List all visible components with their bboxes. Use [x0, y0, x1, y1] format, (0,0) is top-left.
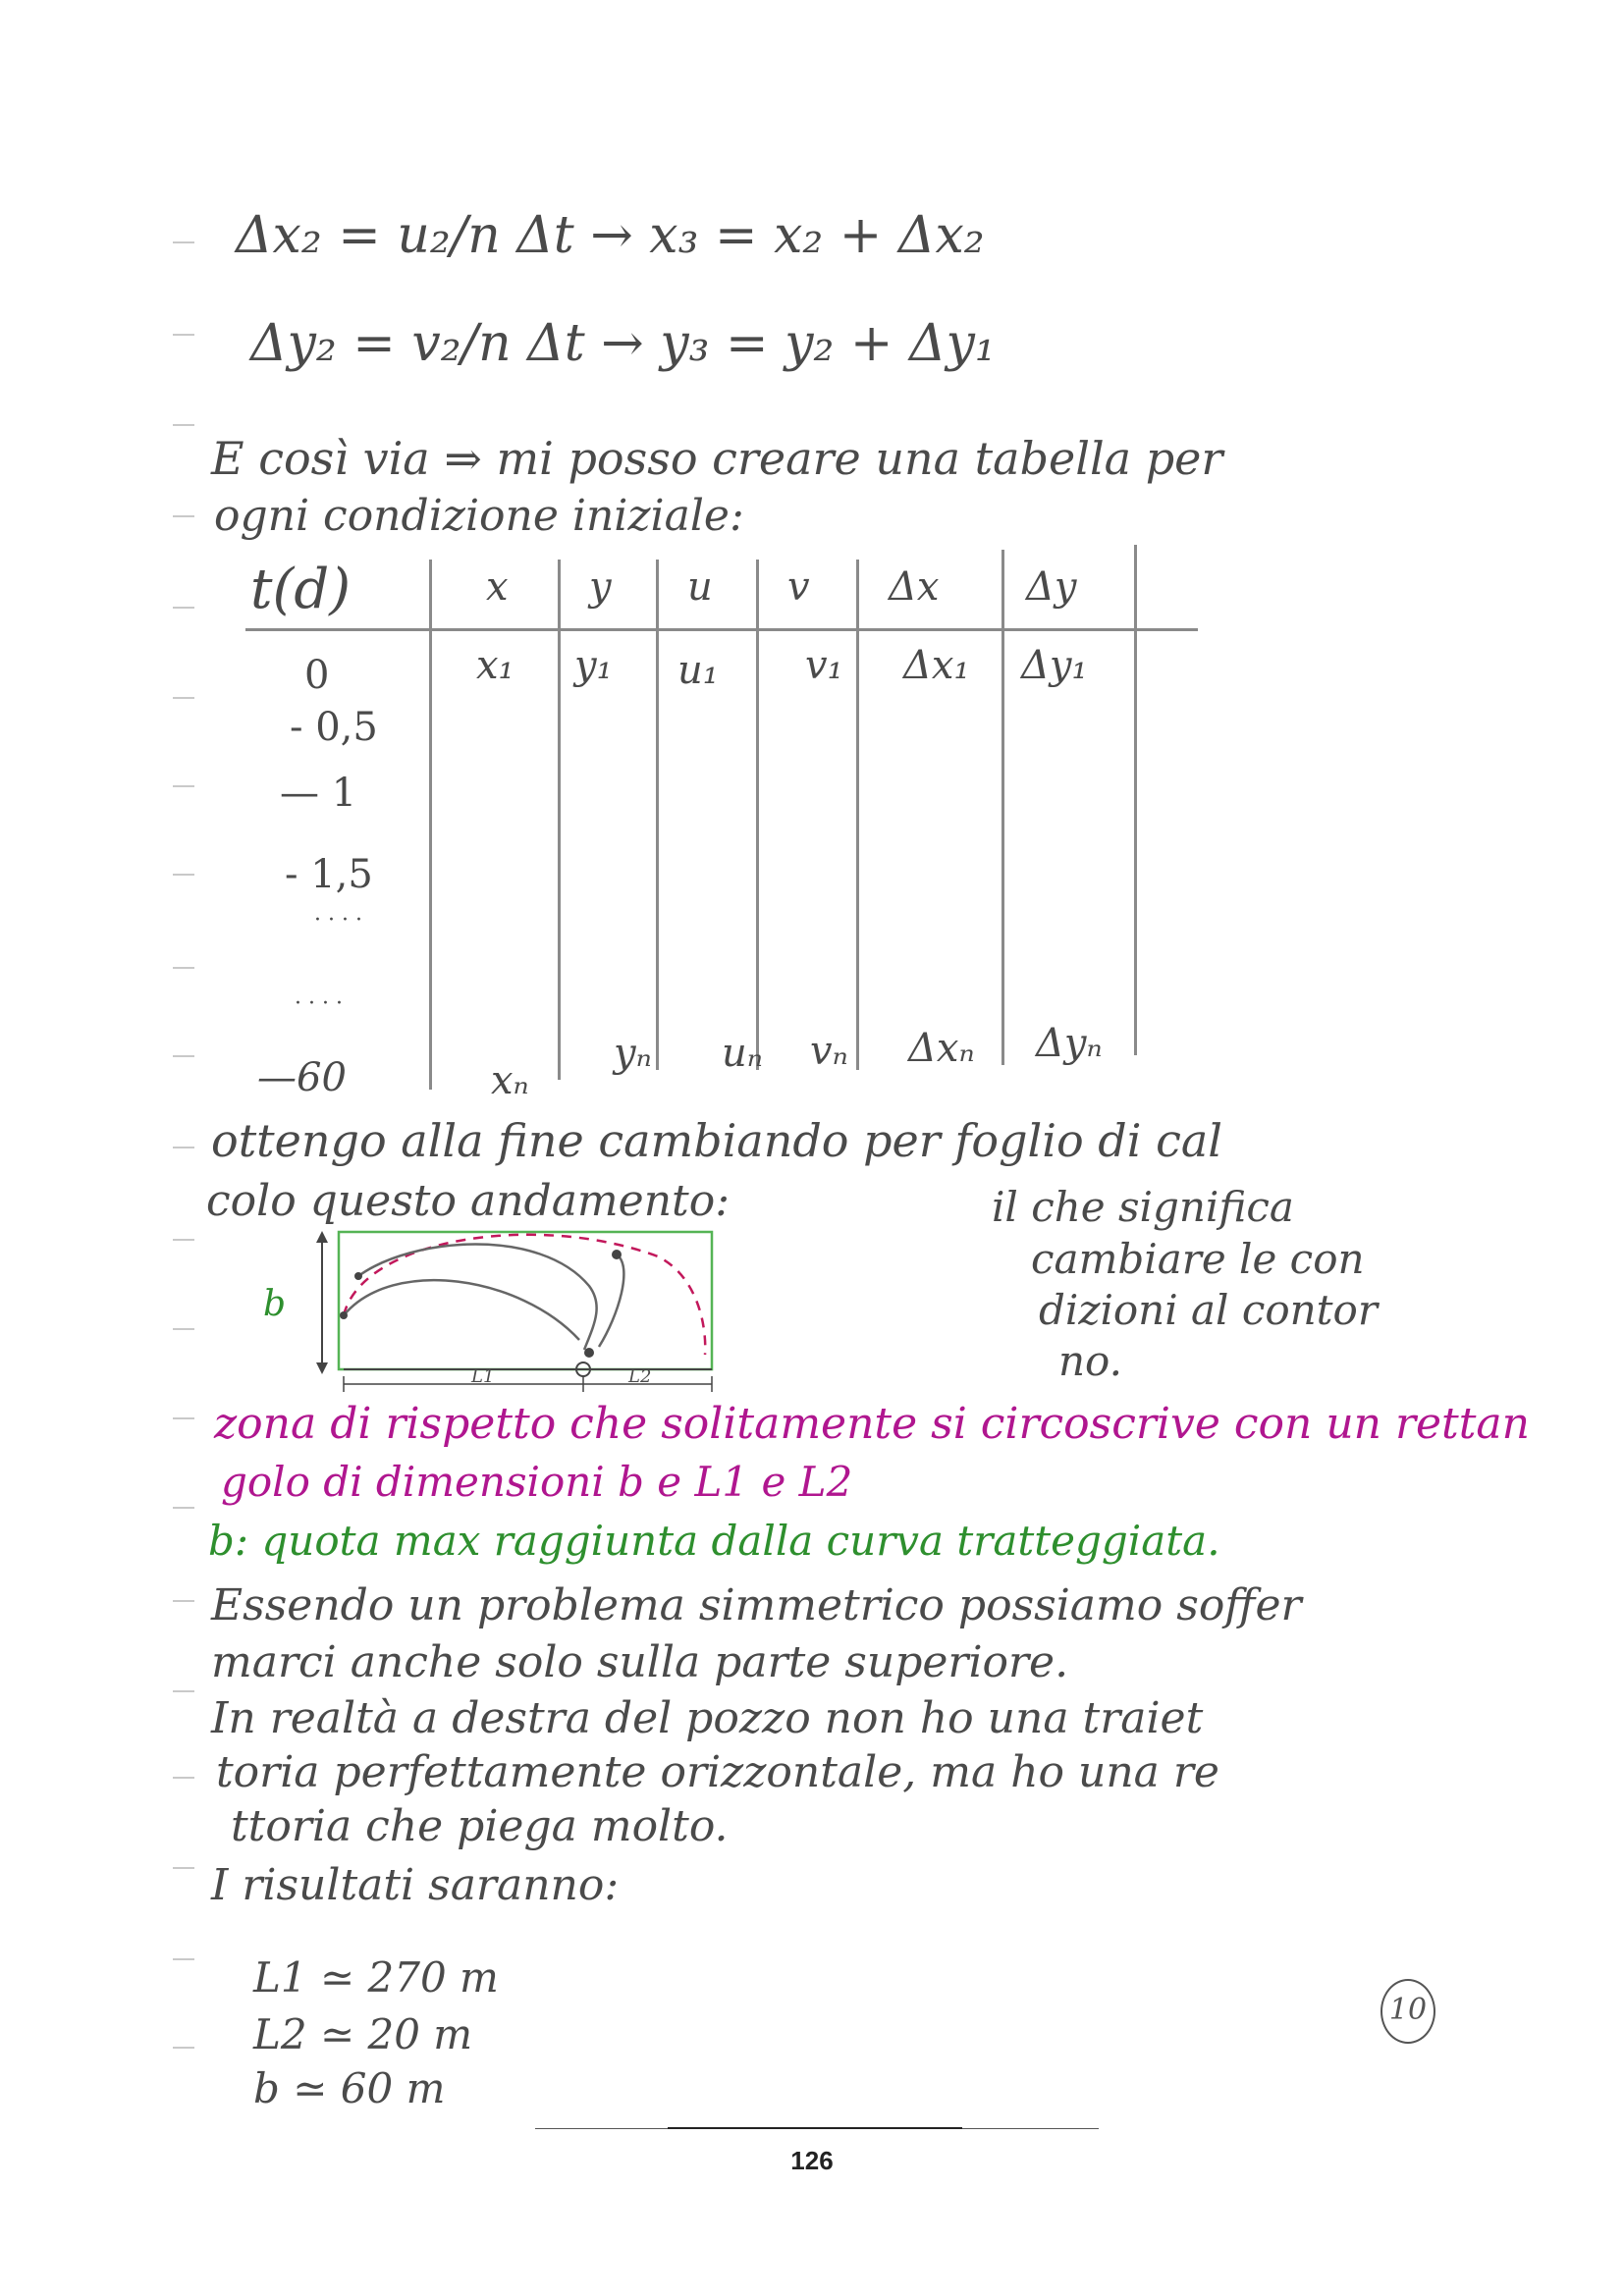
- trajectory-point: [584, 1348, 594, 1358]
- margin-dash: [173, 1958, 194, 1960]
- table-cell: u₁: [677, 648, 719, 693]
- margin-dash: [173, 1055, 194, 1057]
- paragraph-line: colo questo andamento:: [206, 1176, 731, 1226]
- table-column-line: [656, 560, 659, 1070]
- table-column-line: [1001, 550, 1004, 1065]
- table-row-label: —60: [257, 1055, 347, 1100]
- margin-dash: [173, 1147, 194, 1148]
- table-row-label: - 1,5: [285, 852, 373, 897]
- trajectory-point: [340, 1311, 348, 1319]
- paragraph-line: E così via ⇒ mi posso creare una tabella per: [211, 432, 1223, 485]
- trajectory-curve: [358, 1245, 597, 1351]
- arrow-head-icon: [316, 1231, 328, 1243]
- margin-dash: [173, 1417, 194, 1419]
- table-column-line: [856, 560, 859, 1070]
- equation-1: Δx₂ = u₂/n Δt → x₃ = x₂ + Δx₂: [236, 206, 985, 265]
- envelope-dashed-curve: [344, 1235, 705, 1355]
- equation-2: Δy₂ = v₂/n Δt → y₃ = y₂ + Δy₁: [250, 314, 996, 373]
- margin-dash: [173, 334, 194, 336]
- side-note-line: il che significa: [992, 1183, 1294, 1231]
- paragraph-line: In realtà a destra del pozzo non ho una traiet: [211, 1693, 1204, 1743]
- paragraph-line: ttoria che piega molto.: [231, 1801, 729, 1851]
- trajectory-curve: [599, 1255, 623, 1347]
- table-header-dy: Δy: [1026, 564, 1077, 610]
- side-note-line: dizioni al contor: [1039, 1286, 1378, 1334]
- margin-dash: [173, 967, 194, 969]
- circled-page-number: 10: [1380, 1979, 1435, 2044]
- table-cell: uₙ: [722, 1031, 763, 1076]
- table-header-u: u: [687, 564, 713, 610]
- diagram-label-l1: L1: [471, 1366, 495, 1387]
- diagram-label-b: b: [263, 1284, 287, 1324]
- table-cell: Δyₙ: [1036, 1021, 1103, 1066]
- margin-dash: [173, 697, 194, 699]
- result-line: L1 ≃ 270 m: [253, 1953, 499, 2002]
- trajectory-point: [612, 1250, 622, 1259]
- table-row-label: · · · ·: [295, 991, 343, 1016]
- magenta-line: b: quota max raggiunta dalla curva tratteggiata.: [208, 1517, 1220, 1565]
- table-column-line: [756, 560, 759, 1070]
- trajectory-curve: [344, 1280, 579, 1340]
- table-cell: Δx₁: [903, 643, 970, 688]
- table-row-label: · · · ·: [314, 908, 362, 933]
- side-note-line: cambiare le con: [1031, 1235, 1365, 1283]
- table-column-line: [1134, 545, 1137, 1055]
- table-header-x: x: [486, 564, 509, 610]
- arrow-head-icon: [316, 1362, 328, 1374]
- side-note-line: no.: [1058, 1337, 1122, 1385]
- margin-dash: [173, 1867, 194, 1869]
- paragraph-line: Essendo un problema simmetrico possiamo soffer: [211, 1580, 1302, 1630]
- table-cell: Δy₁: [1021, 643, 1088, 688]
- margin-dash: [173, 241, 194, 243]
- table-column-line: [558, 560, 561, 1080]
- margin-dash: [173, 1239, 194, 1241]
- margin-dash: [173, 1600, 194, 1602]
- margin-dash: [173, 424, 194, 426]
- result-line: L2 ≃ 20 m: [253, 2010, 473, 2058]
- margin-dash: [173, 607, 194, 609]
- results-intro: I risultati saranno:: [211, 1860, 620, 1910]
- page-number: 126: [790, 2146, 834, 2175]
- paragraph-line: ottengo alla fine cambiando per foglio di cal: [211, 1114, 1222, 1167]
- margin-dash: [173, 874, 194, 876]
- table-cell: yₙ: [614, 1031, 652, 1076]
- table-cell: y₁: [574, 643, 613, 688]
- magenta-line: golo di dimensioni b e L1 e L2: [221, 1458, 853, 1506]
- paragraph-line: toria perfettamente orizzontale, ma ho una re: [216, 1747, 1219, 1797]
- footer-rule-thick: [668, 2127, 962, 2129]
- margin-dash: [173, 1777, 194, 1779]
- table-cell: v₁: [805, 643, 843, 688]
- table-row-label: — 1: [280, 771, 357, 816]
- table-cell: xₙ: [491, 1058, 529, 1103]
- table-row-label: 0: [304, 653, 330, 698]
- table-header-rule: [245, 628, 1198, 631]
- margin-dash: [173, 1328, 194, 1330]
- magenta-line: zona di rispetto che solitamente si circoscrive con un rettan: [214, 1399, 1530, 1449]
- margin-dash: [173, 1507, 194, 1509]
- diagram-label-l2: L2: [628, 1366, 652, 1387]
- margin-dash: [173, 1690, 194, 1692]
- table-column-line: [429, 560, 432, 1090]
- table-header-y: y: [589, 564, 612, 610]
- table-header-v: v: [787, 564, 810, 610]
- table-row-label: - 0,5: [290, 705, 378, 750]
- table-cell: Δxₙ: [908, 1026, 975, 1071]
- margin-dash: [173, 2047, 194, 2049]
- table-header-t: t(d): [250, 558, 352, 621]
- trajectory-diagram: [245, 1217, 756, 1399]
- paragraph-line: marci anche solo sulla parte superiore.: [211, 1637, 1069, 1687]
- trajectory-point: [354, 1272, 362, 1280]
- paragraph-line: ogni condizione iniziale:: [214, 491, 744, 541]
- margin-dash: [173, 785, 194, 787]
- result-line: b ≃ 60 m: [253, 2064, 446, 2112]
- table-cell: vₙ: [810, 1029, 848, 1074]
- table-cell: x₁: [476, 643, 514, 688]
- margin-dash: [173, 515, 194, 517]
- table-header-dx: Δx: [889, 564, 940, 610]
